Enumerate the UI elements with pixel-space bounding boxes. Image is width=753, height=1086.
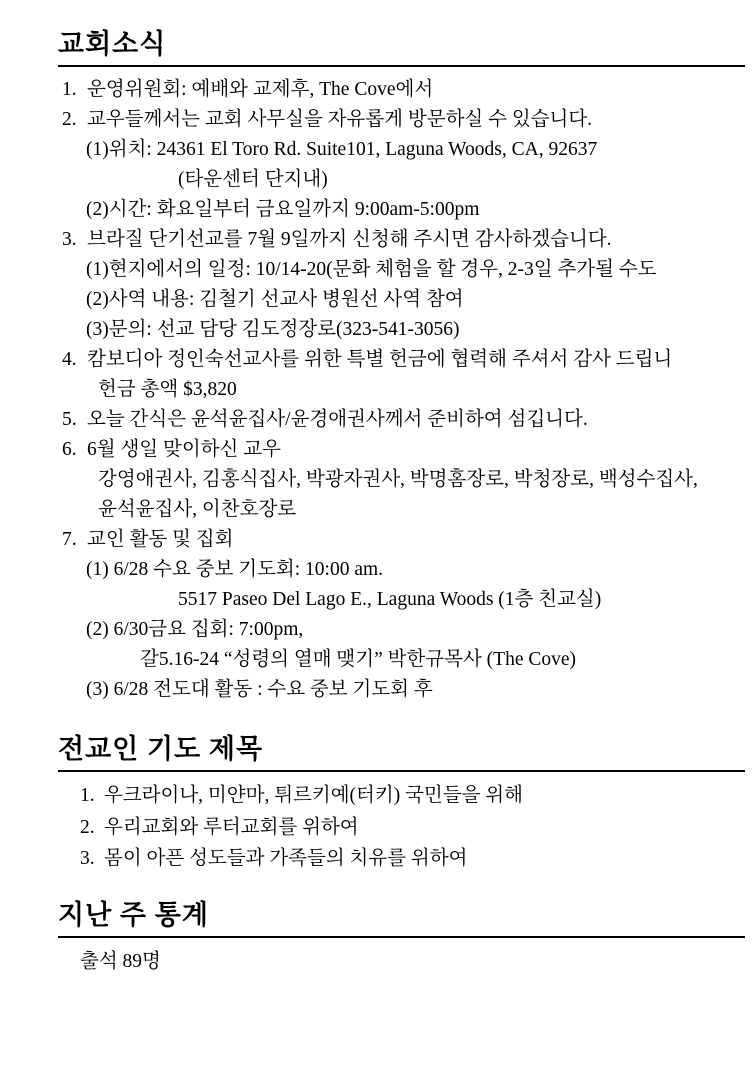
section-title-wrap [58, 22, 745, 67]
item-number: 1. [80, 785, 95, 807]
list-item [58, 843, 745, 875]
statistics-list [58, 946, 745, 977]
list-item [58, 405, 745, 435]
item-text: 오늘 간식은 윤석윤집사/윤경애권사께서 준비하여 섬깁니다. [87, 409, 588, 431]
sub-item-continuation: (타운센터 단지내) [178, 169, 328, 191]
list-item [58, 225, 745, 255]
list-item [58, 780, 745, 812]
list-item [58, 345, 745, 375]
item-number: 7. [62, 529, 77, 551]
item-number: 1. [62, 79, 77, 100]
item-text: 브라질 단기선교를 7월 9일까지 신청해 주시면 감사하겠습니다. [87, 229, 612, 251]
list-item [58, 812, 745, 844]
item-number: 3. [80, 848, 95, 870]
item-text: 우크라이나, 미얀마, 튀르키예(터키) 국민들을 위해 [104, 785, 523, 807]
list-item [58, 525, 745, 555]
page-title-weekly-statistics: 지난 주 통계 [58, 893, 745, 938]
sub-item-continuation: 갈5.16-24 “성령의 열매 맺기” 박한규목사 (The Cove) [140, 649, 577, 671]
item-number: 3. [62, 229, 77, 251]
page-title-prayer-topics: 전교인 기도 제목 [58, 727, 745, 772]
item-number: 2. [62, 109, 77, 131]
section-church-news [0, 22, 753, 705]
section-title-wrap [58, 893, 745, 938]
item-number: 6. [62, 439, 77, 461]
page-title-church-news: 교회소식 [58, 22, 745, 67]
item-continuation: 헌금 총액 $3,820 [98, 379, 237, 401]
church-news-list [58, 75, 745, 705]
list-item [58, 75, 745, 105]
statistics-attendance: 출석 89명 [80, 951, 161, 973]
sub-item: (2)사역 내용: 김철기 선교사 병원선 사역 참여 [86, 289, 464, 311]
section-prayer-topics [0, 727, 753, 875]
sub-item: (1)위치: 24361 El Toro Rd. Suite101, Laguna Woods, CA, 92637 [86, 139, 598, 161]
item-text: 우리교회와 루터교회를 위하여 [104, 816, 359, 838]
sub-item: (1)현지에서의 일정: 10/14-20(문화 체험을 할 경우, 2-3일 추가될 수도 [86, 259, 657, 281]
sub-item: (3)문의: 선교 담당 김도정장로(323-541-3056) [86, 319, 460, 341]
sub-item: (2) 6/30금요 집회: 7:00pm, [86, 619, 304, 641]
item-text: 교인 활동 및 집회 [87, 529, 234, 551]
sub-item: (1) 6/28 수요 중보 기도회: 10:00 am. [86, 559, 384, 581]
item-number: 4. [62, 349, 77, 371]
document-page [0, 22, 753, 1086]
item-number: 5. [62, 409, 77, 431]
item-continuation: 윤석윤집사, 이찬호장로 [98, 499, 297, 521]
item-text: 교우들께서는 교회 사무실을 자유롭게 방문하실 수 있습니다. [87, 109, 593, 131]
section-weekly-statistics [0, 893, 753, 977]
item-text: 몸이 아픈 성도들과 가족들의 치유를 위하여 [104, 848, 468, 870]
item-text: 운영위원회: 예배와 교제후, The Cove에서 [87, 79, 434, 100]
prayer-list [58, 780, 745, 875]
sub-item: (2)시간: 화요일부터 금요일까지 9:00am-5:00pm [86, 199, 480, 221]
sub-item: (3) 6/28 전도대 활동 : 수요 중보 기도회 후 [86, 679, 433, 701]
list-item [58, 435, 745, 465]
sub-item-continuation: 5517 Paseo Del Lago E., Laguna Woods (1층 친교실) [178, 589, 602, 611]
section-title-wrap [58, 727, 745, 772]
item-continuation: 강영애권사, 김홍식집사, 박광자권사, 박명홈장로, 박청장로, 백성수집사, [98, 469, 698, 491]
item-text: 캄보디아 정인숙선교사를 위한 특별 헌금에 협력해 주셔서 감사 드립니 [87, 349, 673, 371]
item-text: 6월 생일 맞이하신 교우 [87, 439, 281, 461]
item-number: 2. [80, 816, 95, 838]
list-item [58, 105, 745, 135]
